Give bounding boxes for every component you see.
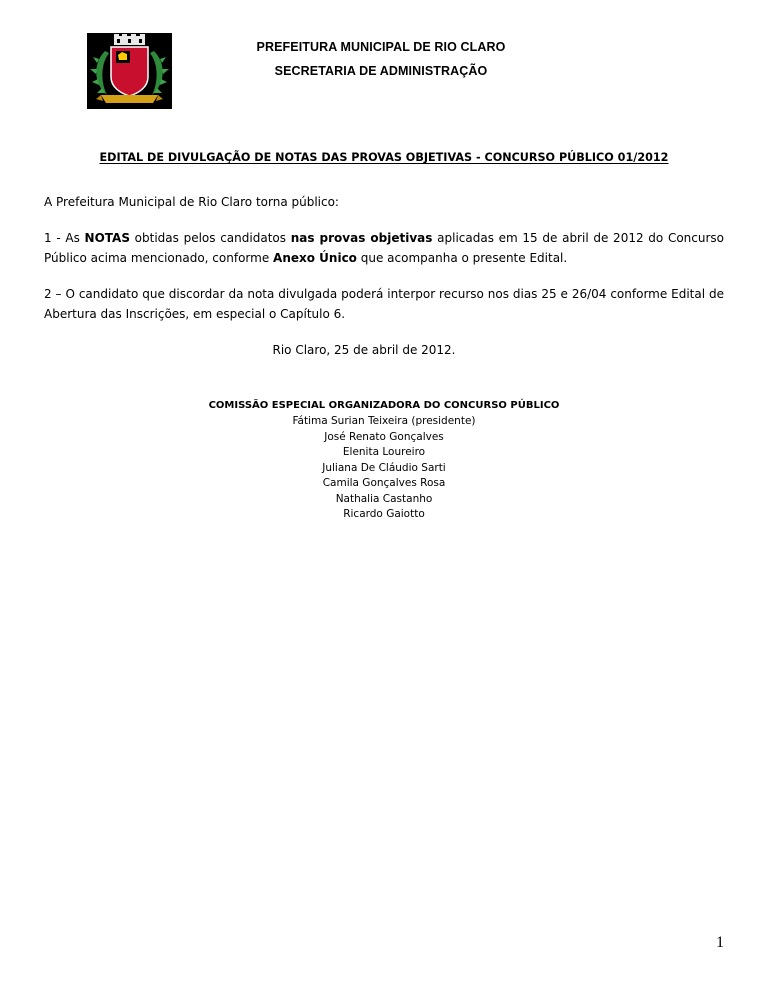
page-number: 1 (716, 934, 724, 951)
committee-member: Camila Gonçalves Rosa (322, 477, 446, 489)
date-location: Rio Claro, 25 de abril de 2012. (272, 343, 456, 357)
intro-paragraph: A Prefeitura Municipal de Rio Claro torna público: (44, 195, 339, 209)
document-title: EDITAL DE DIVULGAÇÃO DE NOTAS DAS PROVAS OBJETIVAS - CONCURSO PÚBLICO 01/2012 (99, 151, 669, 164)
committee-member: Elenita Loureiro (342, 446, 426, 458)
committee-member: Nathalia Castanho (335, 492, 433, 505)
committee-title: COMISSÃO ESPECIAL ORGANIZADORA DO CONCURSO PÚBLICO (208, 400, 560, 411)
committee-members-list (0, 414, 768, 523)
committee-signature-block (0, 398, 768, 523)
header-department: SECRETARIA DE ADMINISTRAÇÃO (274, 64, 488, 78)
committee-member: Fátima Surian Teixeira (presidente) (292, 415, 476, 427)
committee-member: José Renato Gonçalves (324, 430, 444, 443)
paragraph-item-1: 1 - As NOTAS obtidas pelos candidatos nas provas objetivas aplicadas em 15 de abril de 2012 do Concurso Público acima mencionado, conforme Anexo Único que acompanha o presente Edital. (44, 231, 725, 265)
header-municipality: PREFEITURA MUNICIPAL DE RIO CLARO (256, 40, 506, 54)
paragraph-item-2: 2 – O candidato que discordar da nota divulgada poderá interpor recurso nos dias 25 e 26/04 conforme Edital de Abertura das Inscrições, em especial o Capítulo 6. (44, 287, 724, 321)
committee-member: Ricardo Gaiotto (343, 508, 425, 520)
committee-member: Juliana De Cláudio Sarti (322, 461, 446, 474)
